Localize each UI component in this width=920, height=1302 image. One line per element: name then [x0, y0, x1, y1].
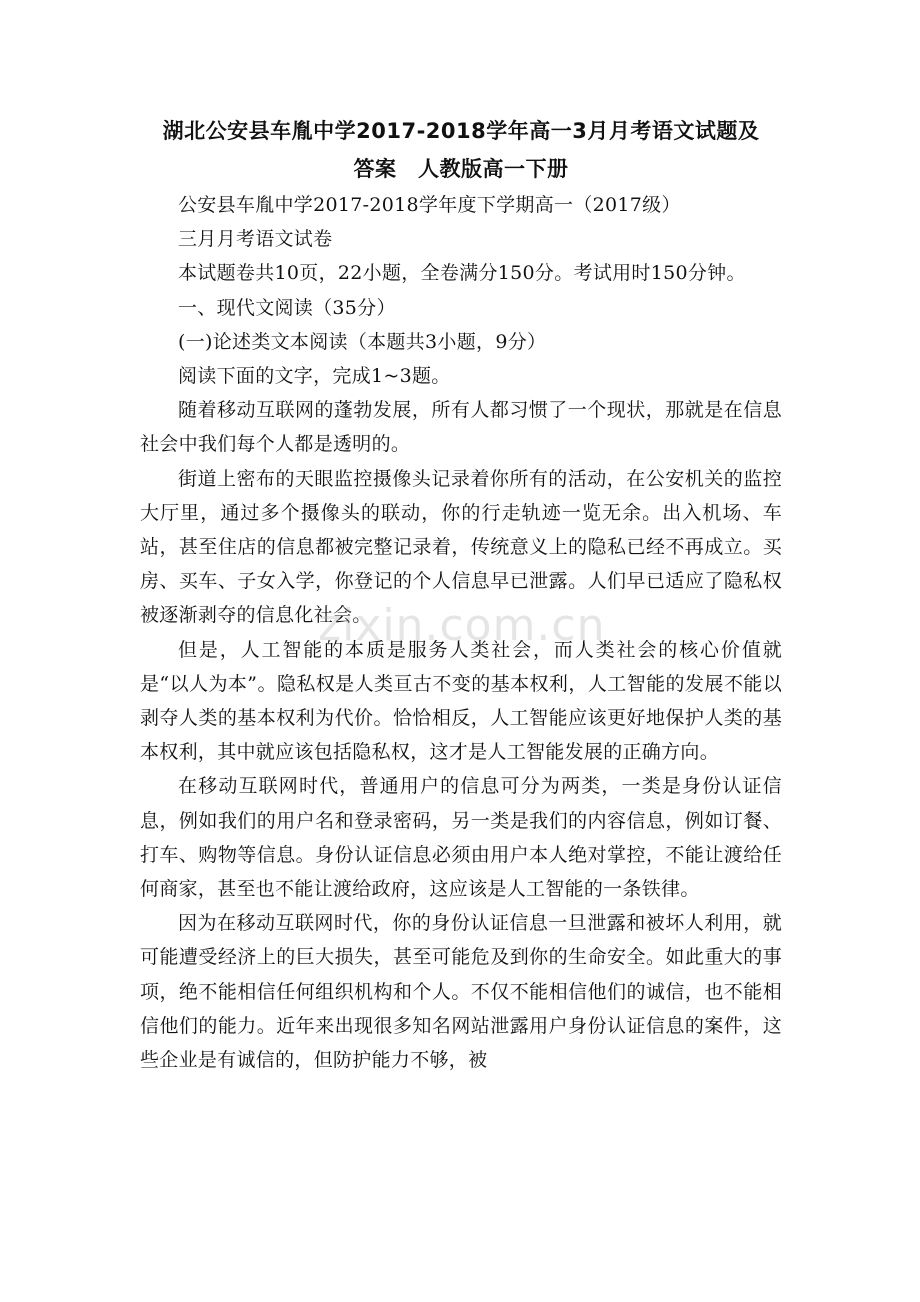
document-title — [140, 112, 782, 188]
body-paragraph: 在移动互联网时代，普通用户的信息可分为两类，一类是身份认证信息，例如我们的用户名和登录密码，另一类是我们的内容信息，例如订餐、打车、购物等信息。身份认证信息必须由用户本人绝对掌控，不能让渡给任何商家，甚至也不能让渡给政府，这应该是人工智能的一条铁律。 — [140, 775, 782, 901]
body-paragraph: 因为在移动互联网时代，你的身份认证信息一旦泄露和被坏人利用，就可能遭受经济上的巨大损失，甚至可能危及到你的生命安全。如此重大的事项，绝不能相信任何组织机构和个人。不仅不能相信他们的诚信，也不能相信他们的能力。近年来出现很多知名网站泄露用户身份认证信息的案件，这些企业是有诚信的，但防护能力不够，被 — [140, 912, 782, 1072]
body-paragraph: 随着移动互联网的蓬勃发展，所有人都习惯了一个现状，那就是在信息社会中我们每个人都是透明的。 — [140, 399, 782, 456]
exam-instructions: 本试题卷共10页，22小题，全卷满分150分。考试用时150分钟。 — [178, 262, 746, 285]
exam-name: 三月月考语文试卷 — [178, 228, 333, 251]
section-heading: 一、现代文阅读（35分） — [178, 296, 396, 319]
watermark: zixin.com.cn — [318, 600, 606, 651]
title-line-1: 湖北公安县车胤中学2017-2018学年高一3月月考语文试题及 — [162, 119, 760, 143]
reading-instruction: 阅读下面的文字，完成1~3题。 — [178, 365, 451, 388]
title-line-2: 答案 人教版高一下册 — [353, 157, 569, 181]
school-header: 公安县车胤中学2017-2018学年度下学期高一（2017级） — [178, 194, 681, 216]
subsection-heading: (一)论述类文本阅读（本题共3小题，9分） — [178, 330, 547, 353]
body-paragraph: 街道上密布的天眼监控摄像头记录着你所有的活动，在公安机关的监控大厅里，通过多个摄像头的联动，你的行走轨迹一览无余。出入机场、车站，甚至住店的信息都被完整记录着，传统意义上的隐私已经不再成立。买房、买车、子女入学，你登记的个人信息早已泄露。人们早已适应了隐私权被逐渐剥夺的信息化社会。 — [140, 467, 782, 627]
body-paragraph: 但是，人工智能的本质是服务人类社会，而人类社会的核心价值就是“以人为本”。隐私权是人类亘古不变的基本权利，人工智能的发展不能以剥夺人类的基本权利为代价。恰恰相反，人工智能应该更好地保护人类的基本权利，其中就应该包括隐私权，这才是人工智能发展的正确方向。 — [140, 638, 782, 764]
